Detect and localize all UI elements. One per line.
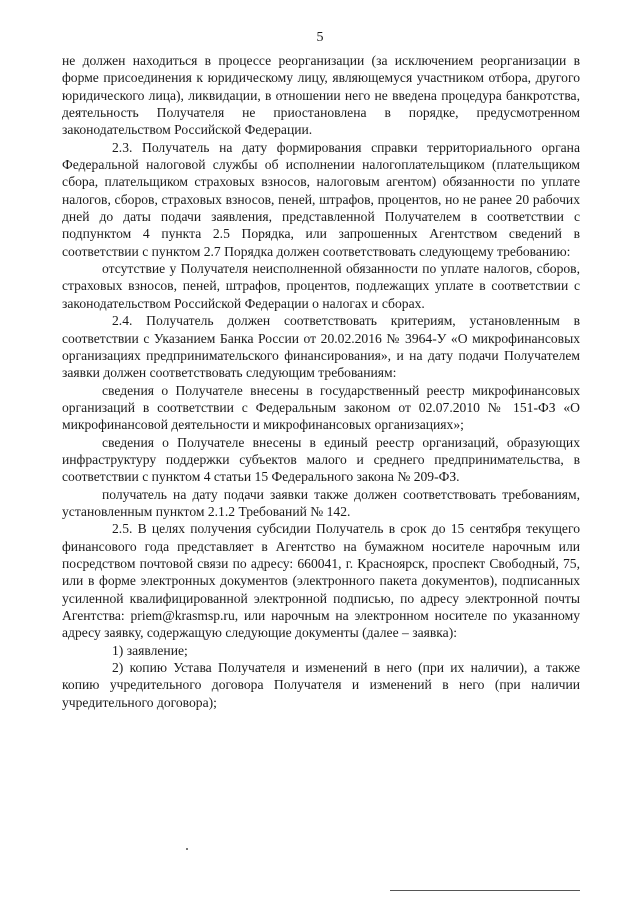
paragraph-tax-requirement: отсутствие у Получателя неисполненной обязанности по уплате налогов, сборов, страховых взносов, пеней, штрафов, процентов, подлежащих уплате в соответствии с законодательством Российской Федерации о налогах и сборах. [62, 261, 580, 311]
list-item-2: 2) копию Устава Получателя и изменений в него (при их наличии), а также копию учредительного договора Получателя и изменений в него (при наличии учредительного договора); [62, 660, 580, 710]
paragraph-2-3: 2.3. Получатель на дату формирования справки территориального органа Федеральной налоговой службы об исполнении налогоплательщиком (плательщиком сбора, плательщиком страховых взносов, налоговым агентом) обязанности по уплате налогов, сборов, страховых взносов, пеней, штрафов, процентов, но не ранее 20 рабочих дней до даты подачи заявления, представленной Получателем в соответствии с подпунктом 4 пункта 2.5 Порядка, или запрошенных Агентством сведений в соответствии с пунктом 2.7 Порядка должен соответствовать следующему требованию: [62, 139, 580, 259]
paragraph-continuation: не должен находиться в процессе реорганизации (за исключением реорганизации в форме присоединения к юридическому лицу, являющемуся участником отбора, другого юридического лица), ликвидации, в отношении него не введена процедура банкротства, деятельность Получателя не приостановлена в порядке, предусмотренном законодательством Российской Федерации. [62, 53, 580, 138]
paragraph-2-4: 2.4. Получатель должен соответствовать критериям, установленным в соответствии с Указанием Банка России от 20.02.2016 № 3964-У «О микрофинансовых организациях предпринимательского финансирования», и на дату подачи Получателем заявки должен соответствовать следующим требованиям: [62, 313, 580, 381]
paragraph-2-5: 2.5. В целях получения субсидии Получатель в срок до 15 сентября текущего финансового года представляет в Агентство на бумажном носителе нарочным или посредством почтовой связи по адресу: 660041, г. Красноярск, проспект Свободный, 75, или в форме электронных документов (электронного пакета документов), подписанных усиленной квалифицированной электронной подписью, по адресу электронной почты Агентства: priem@krasmsp.ru, или нарочным на электронном носителе по указанному адресу заявку, содержащую следующие документы (далее – заявка): [62, 521, 580, 641]
scan-speck [186, 848, 188, 850]
paragraph-sme-registry: сведения о Получателе внесены в единый реестр организаций, образующих инфраструктуру поддержки субъектов малого и среднего предпринимательства, в соответствии с пунктом 4 статьи 15 Федерального закона № 209-ФЗ. [62, 434, 580, 485]
paragraph-mfo-registry: сведения о Получателе внесены в государственный реестр микрофинансовых организаций в соответствии с Федеральным законом от 02.07.2010 № 151-ФЗ «О микрофинансовой деятельности и микрофинансовых организациях»; [62, 382, 580, 433]
page-number: 5 [316, 30, 324, 45]
list-item-1: 1) заявление; [112, 642, 188, 658]
paragraph-requirements-142: получатель на дату подачи заявки также должен соответствовать требованиям, установленным пунктом 2.1.2 Требований № 142. [62, 486, 580, 519]
document-body [62, 52, 580, 711]
footer-rule [390, 890, 580, 891]
